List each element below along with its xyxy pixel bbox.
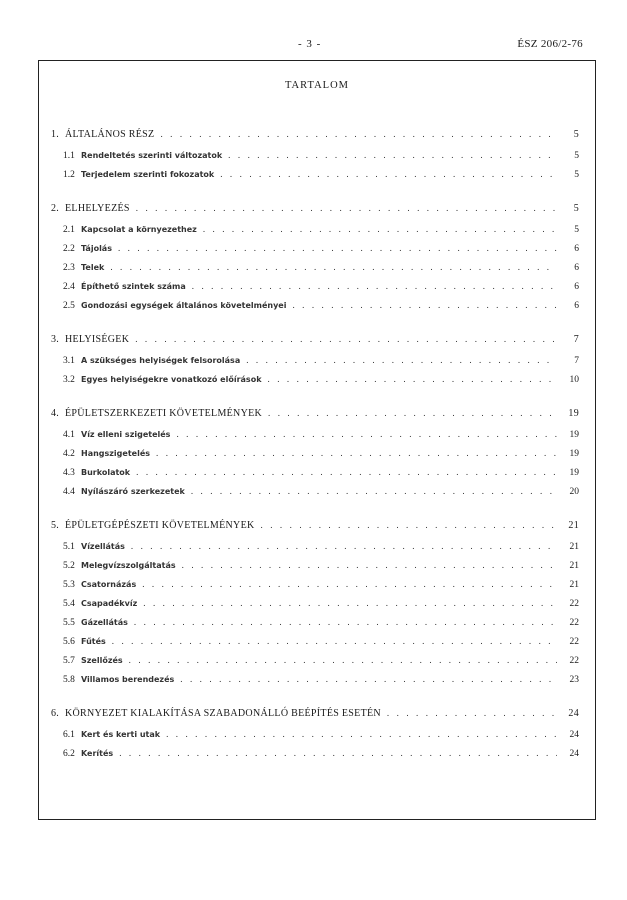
dot-leader — [176, 429, 557, 439]
entry-page: 21 — [569, 561, 579, 571]
entry-label: Villamos berendezés — [81, 675, 175, 684]
toc-title: TARTALOM — [284, 80, 350, 91]
dot-leader — [131, 541, 557, 551]
entry-label: KÖRNYEZET KIALAKÍTÁSA SZABADONÁLLÓ BEÉPÍTÉS ESETÉN — [65, 708, 381, 719]
entry-number: 4.3 — [63, 468, 75, 478]
entry-number: 3.2 — [63, 375, 75, 385]
entry-number: 3.1 — [63, 356, 75, 366]
toc-section — [51, 334, 579, 393]
toc-entry[interactable] — [51, 636, 579, 655]
entry-page: 5 — [574, 170, 579, 180]
toc-entry[interactable] — [51, 281, 579, 300]
toc-entry[interactable] — [51, 748, 579, 767]
entry-number: 5.4 — [63, 599, 75, 609]
dot-leader — [192, 281, 557, 291]
entry-page: 23 — [569, 675, 579, 685]
entry-number: 6.1 — [63, 730, 75, 740]
entry-number: 5.1 — [63, 542, 75, 552]
toc-section — [51, 203, 579, 319]
entry-number: 4.4 — [63, 487, 75, 497]
toc-entry[interactable] — [51, 598, 579, 617]
entry-number: 2.5 — [63, 301, 75, 311]
entry-number: 4.1 — [63, 430, 75, 440]
entry-page: 6 — [574, 263, 579, 273]
entry-page: 20 — [569, 487, 579, 497]
entry-label: Fűtés — [81, 637, 106, 646]
dot-leader — [387, 708, 557, 718]
toc-entry[interactable] — [51, 541, 579, 560]
dot-leader — [292, 300, 557, 310]
dot-leader — [136, 467, 557, 477]
dot-leader — [261, 520, 557, 530]
entry-page: 5 — [574, 225, 579, 235]
toc-entry[interactable] — [51, 467, 579, 486]
entry-label: Gázellátás — [81, 618, 128, 627]
entry-label: Burkolatok — [81, 468, 131, 477]
entry-label: Víz elleni szigetelés — [81, 430, 171, 439]
entry-number: 5.8 — [63, 675, 75, 685]
dot-leader — [160, 129, 557, 139]
entry-page: 6 — [574, 282, 579, 292]
entry-page: 5 — [573, 129, 579, 140]
dot-leader — [118, 243, 557, 253]
toc-section — [51, 520, 579, 693]
entry-page: 22 — [569, 637, 579, 647]
entry-label: Hangszigetelés — [81, 449, 151, 458]
toc-section-heading[interactable] — [51, 408, 579, 429]
entry-page: 24 — [569, 730, 579, 740]
entry-number: 2.3 — [63, 263, 75, 273]
entry-label: Szellőzés — [81, 656, 123, 665]
toc-entry[interactable] — [51, 224, 579, 243]
dot-leader — [136, 203, 557, 213]
toc-entry[interactable] — [51, 448, 579, 467]
entry-label: Terjedelem szerinti fokozatok — [81, 170, 215, 179]
toc-entry[interactable] — [51, 262, 579, 281]
entry-number: 1.1 — [63, 151, 75, 161]
entry-number: 6.2 — [63, 749, 75, 759]
entry-page: 19 — [568, 408, 579, 419]
entry-number: 5.2 — [63, 561, 75, 571]
entry-page: 5 — [573, 203, 579, 214]
entry-page: 19 — [569, 449, 579, 459]
entry-page: 21 — [568, 520, 579, 531]
toc-entry[interactable] — [51, 655, 579, 674]
entry-label: Gondozási egységek általános követelményei — [81, 301, 287, 310]
document-code: ÉSZ 206/2-76 — [517, 38, 583, 50]
entry-label: Építhető szintek száma — [81, 282, 186, 291]
dot-leader — [246, 355, 557, 365]
entry-number: 6. — [51, 708, 60, 719]
entry-label: Kerítés — [81, 749, 114, 758]
toc-section-heading[interactable] — [51, 708, 579, 729]
entry-label: ÉPÜLETSZERKEZETI KÖVETELMÉNYEK — [65, 408, 263, 419]
entry-page: 6 — [574, 244, 579, 254]
entry-label: ÉPÜLETGÉPÉSZETI KÖVETELMÉNYEK — [65, 520, 255, 531]
entry-label: Kert és kerti utak — [81, 730, 161, 739]
toc-entry[interactable] — [51, 300, 579, 319]
entry-page: 24 — [568, 708, 579, 719]
entry-page: 7 — [574, 356, 579, 366]
toc-section-heading[interactable] — [51, 203, 579, 224]
toc-section-heading[interactable] — [51, 520, 579, 541]
dot-leader — [268, 408, 557, 418]
dot-leader — [134, 617, 557, 627]
page-number: - 3 - — [298, 38, 322, 50]
entry-page: 19 — [569, 468, 579, 478]
entry-number: 4.2 — [63, 449, 75, 459]
dot-leader — [180, 674, 557, 684]
entry-number: 5.6 — [63, 637, 75, 647]
dot-leader — [135, 334, 557, 344]
toc-entry[interactable] — [51, 579, 579, 598]
entry-number: 2.1 — [63, 225, 75, 235]
entry-page: 7 — [573, 334, 579, 345]
dot-leader — [142, 579, 557, 589]
dot-leader — [143, 598, 557, 608]
dot-leader — [191, 486, 557, 496]
entry-label: Tájolás — [81, 244, 112, 253]
toc-entry[interactable] — [51, 169, 579, 188]
entry-label: Csatornázás — [81, 580, 137, 589]
entry-number: 5.5 — [63, 618, 75, 628]
dot-leader — [228, 150, 557, 160]
dot-leader — [119, 748, 557, 758]
entry-label: Melegvízszolgáltatás — [81, 561, 176, 570]
entry-label: Rendeltetés szerinti változatok — [81, 151, 223, 160]
toc-entry[interactable] — [51, 617, 579, 636]
entry-number: 2. — [51, 203, 60, 214]
entry-page: 22 — [569, 599, 579, 609]
toc-entry[interactable] — [51, 355, 579, 374]
dot-leader — [156, 448, 557, 458]
dot-leader — [166, 729, 557, 739]
entry-label: ELHELYEZÉS — [65, 203, 130, 214]
entry-number: 2.2 — [63, 244, 75, 254]
entry-number: 1.2 — [63, 170, 75, 180]
toc-section-heading[interactable] — [51, 129, 579, 150]
entry-label: Vízellátás — [81, 542, 125, 551]
toc-entry[interactable] — [51, 729, 579, 748]
dot-leader — [112, 636, 557, 646]
toc-entry[interactable] — [51, 374, 579, 393]
entry-label: Kapcsolat a környezethez — [81, 225, 197, 234]
entry-page: 21 — [569, 542, 579, 552]
dot-leader — [110, 262, 557, 272]
entry-page: 6 — [574, 301, 579, 311]
toc-entry[interactable] — [51, 429, 579, 448]
entry-number: 5.7 — [63, 656, 75, 666]
toc-entry[interactable] — [51, 150, 579, 169]
entry-page: 22 — [569, 618, 579, 628]
dot-leader — [220, 169, 557, 179]
entry-number: 5. — [51, 520, 60, 531]
toc-entry[interactable] — [51, 674, 579, 693]
toc-section — [51, 408, 579, 505]
entry-number: 2.4 — [63, 282, 75, 292]
table-of-contents — [51, 129, 579, 782]
entry-label: A szükséges helyiségek felsorolása — [81, 356, 241, 365]
entry-page: 21 — [569, 580, 579, 590]
toc-entry[interactable] — [51, 243, 579, 262]
entry-label: Csapadékvíz — [81, 599, 138, 608]
entry-page: 5 — [574, 151, 579, 161]
toc-section-heading[interactable] — [51, 334, 579, 355]
entry-label: Egyes helyiségekre vonatkozó előírások — [81, 375, 262, 384]
entry-page: 22 — [569, 656, 579, 666]
dot-leader — [268, 374, 557, 384]
entry-number: 4. — [51, 408, 60, 419]
toc-section — [51, 129, 579, 188]
entry-label: ÁLTALÁNOS RÉSZ — [65, 129, 155, 140]
entry-label: Nyílászáró szerkezetek — [81, 487, 185, 496]
entry-number: 3. — [51, 334, 60, 345]
toc-frame — [38, 60, 596, 820]
entry-label: Telek — [81, 263, 105, 272]
entry-page: 19 — [569, 430, 579, 440]
entry-page: 10 — [569, 375, 579, 385]
entry-number: 5.3 — [63, 580, 75, 590]
dot-leader — [182, 560, 557, 570]
dot-leader — [129, 655, 557, 665]
toc-entry[interactable] — [51, 560, 579, 579]
toc-section — [51, 708, 579, 767]
entry-page: 24 — [569, 749, 579, 759]
toc-entry[interactable] — [51, 486, 579, 505]
entry-label: HELYISÉGEK — [65, 334, 130, 345]
entry-number: 1. — [51, 129, 60, 140]
dot-leader — [203, 224, 557, 234]
